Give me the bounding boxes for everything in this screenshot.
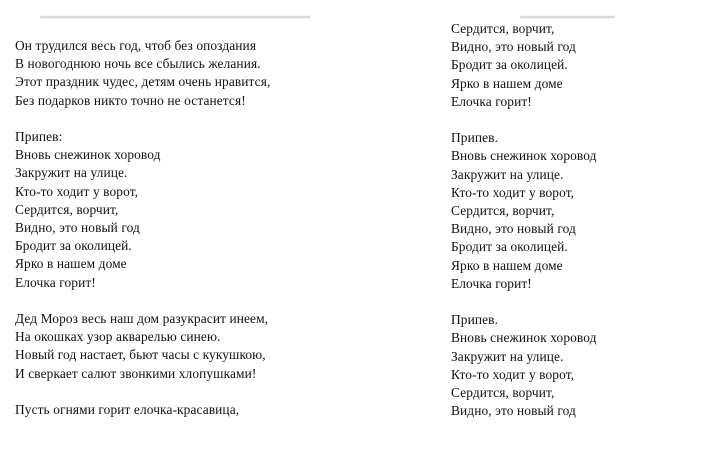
chorus-1 — [15, 128, 375, 292]
chorus-line: Ярко в нашем доме — [451, 75, 563, 91]
stanza-gap — [15, 110, 375, 128]
verse-line: В новогоднюю ночь все сбылись желания. — [15, 56, 261, 72]
verse-line: Этот праздник чудес, детям очень нравится, — [15, 74, 271, 90]
chorus-heading: Припев: — [15, 129, 63, 144]
left-column — [15, 37, 375, 419]
verse-line: Без подарков никто точно не останется! — [15, 92, 246, 108]
chorus-line: Видно, это новый год — [451, 39, 576, 55]
stanza-gap — [451, 111, 711, 129]
chorus-line: Закружит на улице. — [451, 348, 564, 364]
chorus-tail — [451, 20, 711, 111]
chorus-line: Ярко в нашем доме — [15, 256, 127, 272]
chorus-heading: Припев. — [451, 312, 499, 328]
right-column — [451, 20, 711, 420]
stanza-gap — [451, 293, 711, 311]
verse-line: Пусть огнями горит елочка-красавица, — [15, 402, 240, 418]
chorus-line: Закружит на улице. — [15, 165, 128, 181]
stanza-3 — [15, 401, 375, 419]
chorus-line: Сердится, ворчит, — [451, 21, 555, 36]
chorus-line: Кто-то ходит у ворот, — [451, 366, 575, 382]
verse-line: На окошках узор акварелью синею. — [15, 329, 221, 345]
stanza-2 — [15, 310, 375, 383]
chorus-line: Сердится, ворчит, — [15, 201, 119, 217]
verse-line: И сверкает салют звонкими хлопушками! — [15, 365, 257, 381]
chorus-line: Вновь снежинок хоровод — [451, 148, 597, 164]
chorus-line: Закружит на улице. — [451, 166, 564, 182]
chorus-heading: Припев. — [451, 130, 499, 146]
chorus-line: Видно, это новый год — [451, 403, 576, 419]
chorus-line: Вновь снежинок хоровод — [451, 330, 597, 346]
chorus-line: Елочка горит! — [451, 275, 532, 291]
chorus-line: Видно, это новый год — [15, 220, 140, 236]
cut-off-line-top-left — [40, 8, 310, 18]
chorus-line: Сердится, ворчит, — [451, 385, 555, 401]
chorus-line: Вновь снежинок хоровод — [15, 147, 161, 163]
chorus-line: Бродит за околицей. — [451, 57, 568, 73]
chorus-line: Кто-то ходит у ворот, — [451, 184, 575, 200]
cut-off-line-top-right — [520, 8, 615, 18]
chorus-line: Елочка горит! — [451, 93, 532, 109]
chorus-line: Видно, это новый год — [451, 221, 576, 237]
chorus-line: Ярко в нашем доме — [451, 257, 563, 273]
verse-line: Новый год настает, бьют часы с кукушкою, — [15, 347, 266, 363]
verse-line: Он трудился весь год, чтоб без опоздания — [15, 38, 257, 53]
verse-line: Дед Мороз весь наш дом разукрасит инеем, — [15, 311, 269, 327]
chorus-line: Елочка горит! — [15, 274, 96, 290]
stanza-gap — [15, 292, 375, 310]
chorus-line: Бродит за околицей. — [451, 239, 568, 255]
chorus-line: Сердится, ворчит, — [451, 203, 555, 219]
chorus-2 — [451, 129, 711, 293]
chorus-line: Бродит за околицей. — [15, 238, 132, 254]
stanza-1 — [15, 37, 375, 110]
chorus-line: Кто-то ходит у ворот, — [15, 183, 139, 199]
chorus-3 — [451, 311, 711, 420]
stanza-gap — [15, 383, 375, 401]
